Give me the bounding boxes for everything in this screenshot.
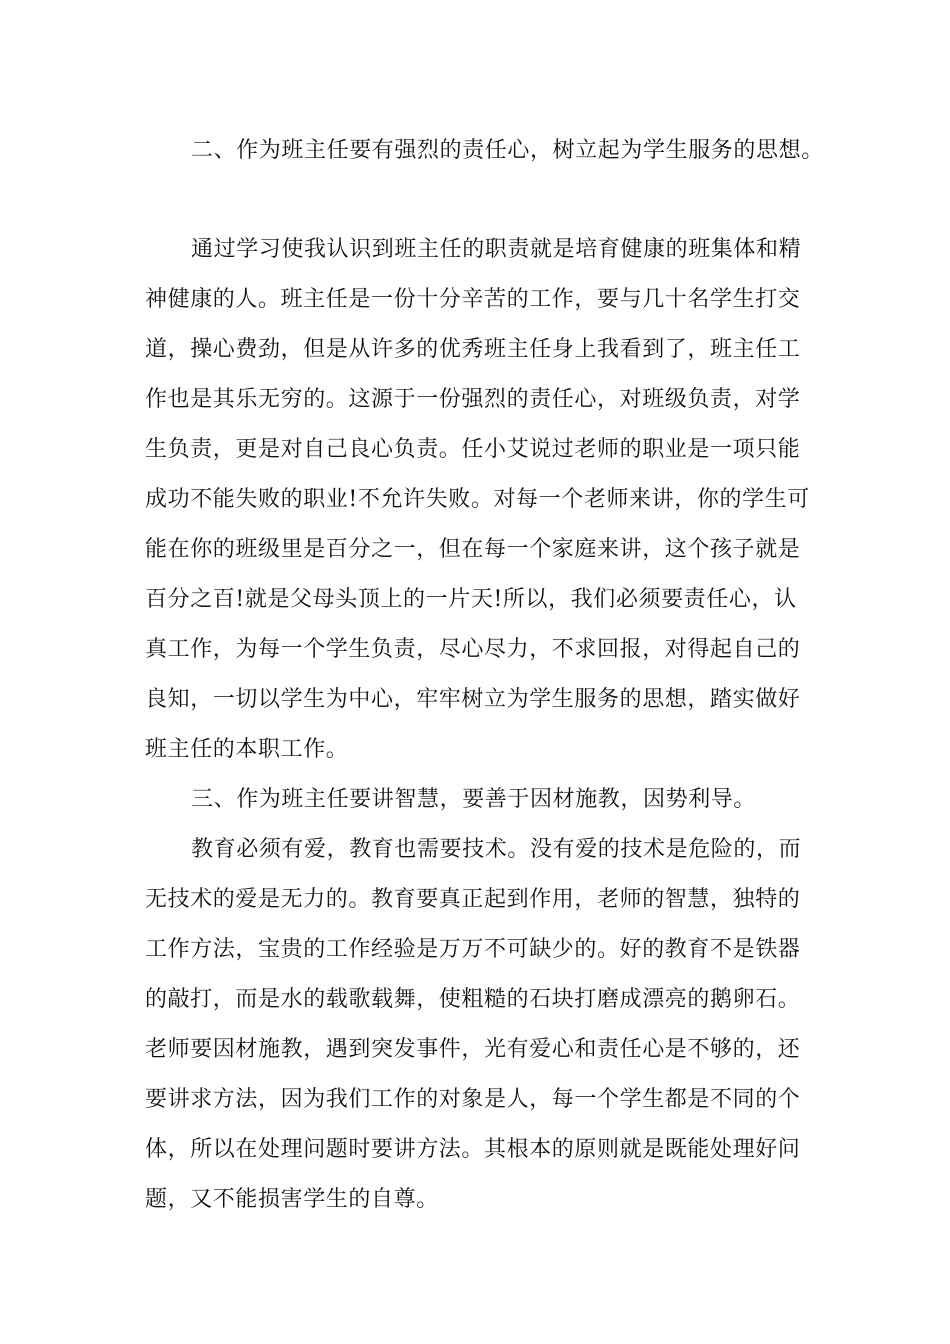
paragraph-line: 成功不能失败的职业!不允许失败。对每一个老师来讲，你的学生可 — [145, 487, 810, 512]
paragraph-line: 教育必须有爱，教育也需要技术。没有爱的技术是危险的，而 — [191, 837, 802, 862]
paragraph-line: 的敲打，而是水的载歌载舞，使粗糙的石块打磨成漂亮的鹅卵石。 — [145, 987, 801, 1012]
paragraph-line: 真工作，为每一个学生负责，尽心尽力，不求回报，对得起自己的 — [145, 637, 801, 662]
paragraph-line: 作也是其乐无穷的。这源于一份强烈的责任心，对班级负责，对学 — [145, 387, 801, 412]
section-heading-three — [145, 775, 805, 825]
heading-text: 三、作为班主任要讲智慧，要善于因材施教，因势利导。 — [191, 787, 757, 812]
paragraph-wisdom — [145, 825, 805, 1225]
paragraph-line: 生负责，更是对自己良心负责。任小艾说过老师的职业是一项只能 — [145, 437, 801, 462]
section-heading-two — [145, 126, 824, 176]
paragraph-line: 神健康的人。班主任是一份十分辛苦的工作，要与几十名学生打交 — [145, 287, 801, 312]
paragraph-line: 老师要因材施教，遇到突发事件，光有爱心和责任心是不够的，还 — [145, 1037, 801, 1062]
paragraph-line: 能在你的班级里是百分之一，但在每一个家庭来讲，这个孩子就是 — [145, 537, 801, 562]
paragraph-line: 题，又不能损害学生的自尊。 — [145, 1187, 439, 1212]
paragraph-responsibility — [145, 225, 810, 775]
paragraph-line: 百分之百!就是父母头顶上的一片天!所以，我们必须要责任心，认 — [145, 587, 797, 612]
paragraph-line: 班主任的本职工作。 — [145, 737, 349, 762]
paragraph-line: 道，操心费劲，但是从许多的优秀班主任身上我看到了，班主任工 — [145, 337, 801, 362]
paragraph-line: 体，所以在处理问题时要讲方法。其根本的原则就是既能处理好问 — [145, 1137, 801, 1162]
paragraph-line: 通过学习使我认识到班主任的职责就是培育健康的班集体和精 — [191, 237, 802, 262]
paragraph-line: 良知，一切以学生为中心，牢牢树立为学生服务的思想，踏实做好 — [145, 687, 801, 712]
paragraph-line: 要讲求方法，因为我们工作的对象是人，每一个学生都是不同的个 — [145, 1087, 801, 1112]
paragraph-line: 工作方法，宝贵的工作经验是万万不可缺少的。好的教育不是铁器 — [145, 937, 801, 962]
heading-text: 二、作为班主任要有强烈的责任心，树立起为学生服务的思想。 — [191, 138, 824, 163]
paragraph-line: 无技术的爱是无力的。教育要真正起到作用，老师的智慧，独特的 — [145, 887, 801, 912]
